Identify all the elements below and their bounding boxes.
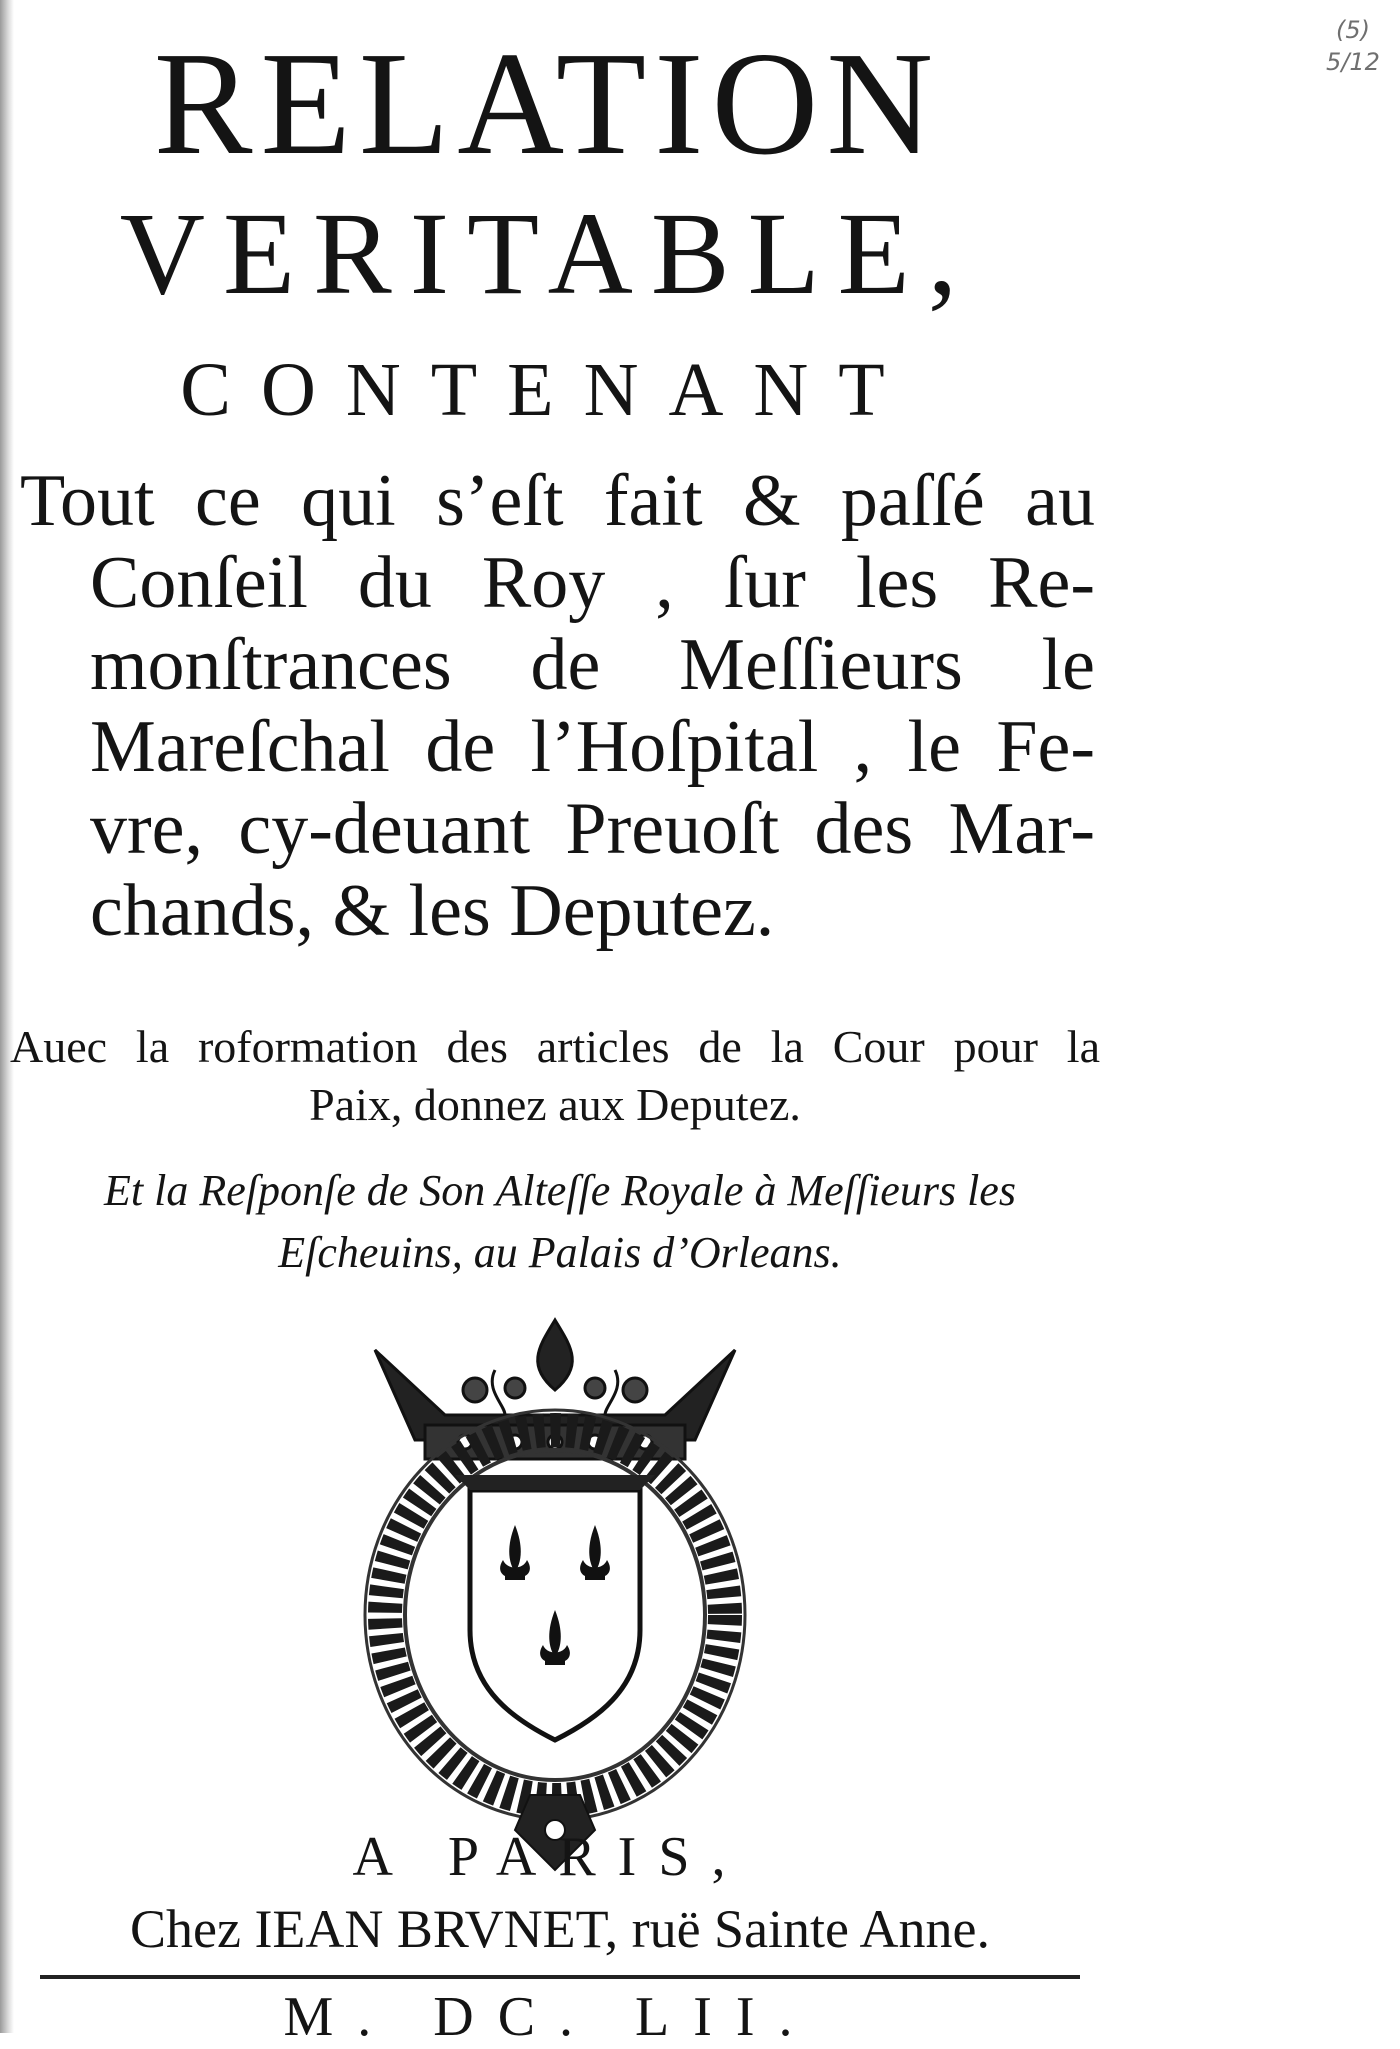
body-line: Tout ce qui s’eſt fait & paſſé au: [20, 460, 1095, 542]
royal-coat-of-arms-emblem: [355, 1310, 755, 1890]
title-line-2: VERITABLE,: [119, 188, 976, 319]
body-line: chands, & les Deputez.: [90, 870, 775, 952]
subtitle-reformation-line-2: Paix, donnez aux Deputez.: [309, 1079, 801, 1130]
body-line: vre, cy-deuant Preuoſt des Mar-: [90, 788, 1095, 870]
subtitle-reformation: [10, 1018, 1100, 1134]
imprint-publisher: Chez IEAN BRVNET, ruë Sainte Anne.: [130, 1899, 990, 1959]
subtitle-response-line-2: Eſcheuins, au Palais d’Orleans.: [278, 1228, 842, 1277]
subtitle-reformation-line-1: Auec la roformation des articles de la Cour pour la: [10, 1021, 1100, 1072]
margin-note-line-2: 5/12: [1326, 48, 1380, 76]
body-line: monſtrances de Meſſieurs le: [90, 624, 1095, 706]
divider-rule: [40, 1975, 1080, 1979]
imprint-city: A PARIS,: [352, 1826, 748, 1888]
subtitle-response-line-1: Et la Reſponſe de Son Alteſſe Royale à Meſſieurs les: [104, 1166, 1016, 1215]
body-line: Mareſchal de l’Hoſpital , le Fe-: [90, 706, 1095, 788]
margin-note-line-1: (5): [1336, 16, 1370, 44]
body-text: [20, 460, 1095, 952]
title-line-1: RELATION: [153, 22, 942, 186]
title-line-3: CONTENANT: [180, 348, 915, 432]
shield-icon: [455, 1475, 655, 1740]
margin-note: [1318, 14, 1388, 78]
subtitle-response: [40, 1160, 1080, 1284]
body-line: Conſeil du Roy , ſur les Re-: [90, 542, 1095, 624]
publication-date: M. DC. LII.: [283, 1986, 817, 2048]
